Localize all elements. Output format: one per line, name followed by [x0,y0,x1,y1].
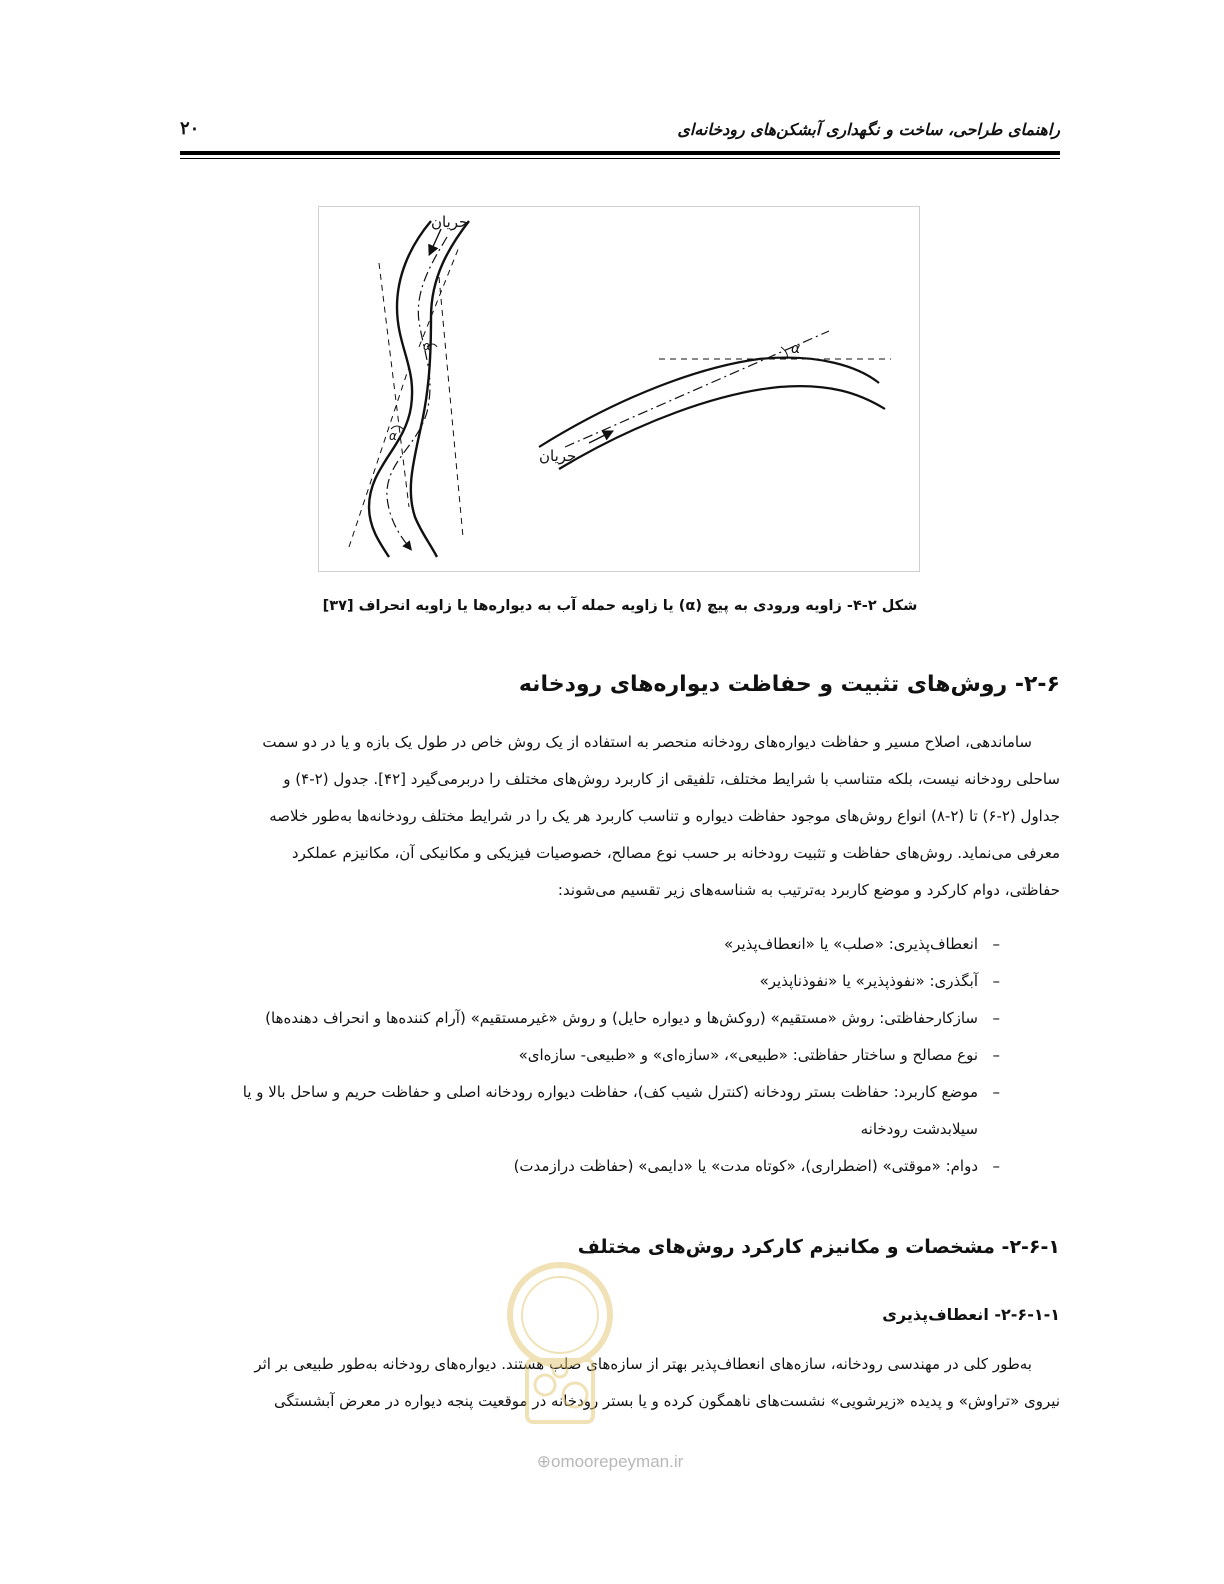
list-item [180,1148,1060,1185]
paragraph-line: ساحلی رودخانه نیست، بلکه متناسب با شرایط مختلف، تلفیقی از کاربرد روش‌های مختلف را دربرمی‌گیرد [۴۲]. جدول (۲-۴) و [283,770,1060,788]
paragraph-line: معرفی می‌نماید. روش‌های حفاظت و تثبیت رودخانه بر حسب نوع مصالح، خصوصیات فیزیکی و مکانیکی آن، مکانیزم عملکرد [291,844,1060,862]
subsubsection-paragraph [180,1346,1060,1420]
paragraph-line: نیروی «تراوش» و پدیده «زیرشویی» نشست‌های ناهمگون کرده و یا بستر رودخانه در موقعیت پنجه دیواره در معرض آبشستگی [273,1392,1060,1410]
tangent-line-1 [379,263,409,507]
list-dash: – [992,935,1000,953]
alpha-label-upper: α [423,339,431,353]
left-flow-arrow [431,229,441,251]
paragraph-line: حفاظتی، دوام کارکرد و موضع کاربرد به‌ترتیب به شناسه‌های زیر تقسیم می‌شوند: [557,881,1060,899]
list-item [180,926,1060,963]
page-number: ۲۰ [180,118,200,139]
criteria-list [180,926,1060,1185]
subsection-heading: ۲-۶-۱- مشخصات و مکانیزم کارکرد روش‌های مختلف [577,1236,1060,1258]
right-channel-centerline [565,331,829,447]
tangent-line-4 [419,247,459,347]
header-rule-thin [180,158,1060,159]
flow-label-right: جریان [539,447,577,465]
left-channel-centerline [387,237,447,547]
list-item-text: آبگذری: «نفوذپذیر» یا «نفوذناپذیر» [759,972,978,990]
section-paragraph [180,724,1060,909]
watermark-url-text: omoorepeyman.ir [550,1452,684,1471]
running-header [180,118,1060,148]
header-title: راهنمای طراحی، ساخت و نگهداری آبشکن‌های رودخانه‌ای [677,120,1060,139]
list-item-continuation: سیلابدشت رودخانه [860,1120,978,1138]
list-item [180,963,1060,1000]
flow-label-left: جریان [431,213,469,231]
list-dash: – [992,1009,1000,1027]
figure-caption: شکل ۲-۴- زاویه ورودی به پیچ (α) یا زاویه حمله آب به دیواره‌ها یا زاویه انحراف [۳۷] [322,598,918,614]
watermark-url [500,1452,720,1472]
figure-river-bend [318,206,920,572]
list-dash: – [992,1083,1000,1101]
tangent-line-2 [439,277,463,537]
list-item-text: نوع مصالح و ساختار حفاظتی: «طبیعی»، «سازه‌ای» و «طبیعی- سازه‌ای» [518,1046,978,1064]
left-channel-bank-inner [411,221,469,557]
river-bend-diagram [319,207,921,573]
watermark-logo [505,1260,615,1430]
alpha-label-lower: α [389,429,397,443]
left-channel-bank-outer [369,221,431,557]
list-dash: – [992,1157,1000,1175]
alpha-label-right: α [791,341,801,357]
list-item [180,1000,1060,1037]
paragraph-line: ساماندهی، اصلاح مسیر و حفاظت دیواره‌های رودخانه منحصر به استفاده از یک روش خاص در طول یک بازه و یا در دو سمت [262,733,1032,751]
list-dash: – [992,972,1000,990]
list-item [180,1037,1060,1074]
subsubsection-heading: ۲-۶-۱-۱- انعطاف‌پذیری [882,1305,1060,1324]
header-rule-thick [180,151,1060,155]
paragraph-line: به‌طور کلی در مهندسی رودخانه، سازه‌های انعطاف‌پذیر بهتر از سازه‌های صلب هستند. دیواره‌های رودخانه به‌طور طبیعی بر اثر [254,1355,1032,1373]
list-item-text: انعطاف‌پذیری: «صلب» یا «انعطاف‌پذیر» [724,935,978,953]
globe-icon: ⊕ [536,1452,551,1471]
list-item-text: سازکارحفاظتی: روش «مستقیم» (روکش‌ها و دیواره حایل) و روش «غیرمستقیم» (آرام کننده‌ها و انحراف دهنده‌ها) [265,1009,978,1027]
list-item [180,1074,1060,1148]
section-heading: ۲-۶- روش‌های تثبیت و حفاظت دیواره‌های رودخانه [518,672,1060,697]
list-item-text: دوام: «موقتی» (اضطراری)، «کوتاه مدت» یا «دایمی» (حفاظت درازمدت) [513,1157,978,1175]
paragraph-line: جداول (۲-۶) تا (۲-۸) انواع روش‌های موجود حفاظت دیواره و تناسب کاربرد هر یک را در شرایط مختلف رودخانه‌ها به‌طور خلاصه [269,807,1060,825]
list-dash: – [992,1046,1000,1064]
list-item-text: موضع کاربرد: حفاظت بستر رودخانه (کنترل شیب کف)، حفاظت دیواره رودخانه اصلی و حفاظت حریم و ساحل بالا و یا [242,1083,978,1101]
